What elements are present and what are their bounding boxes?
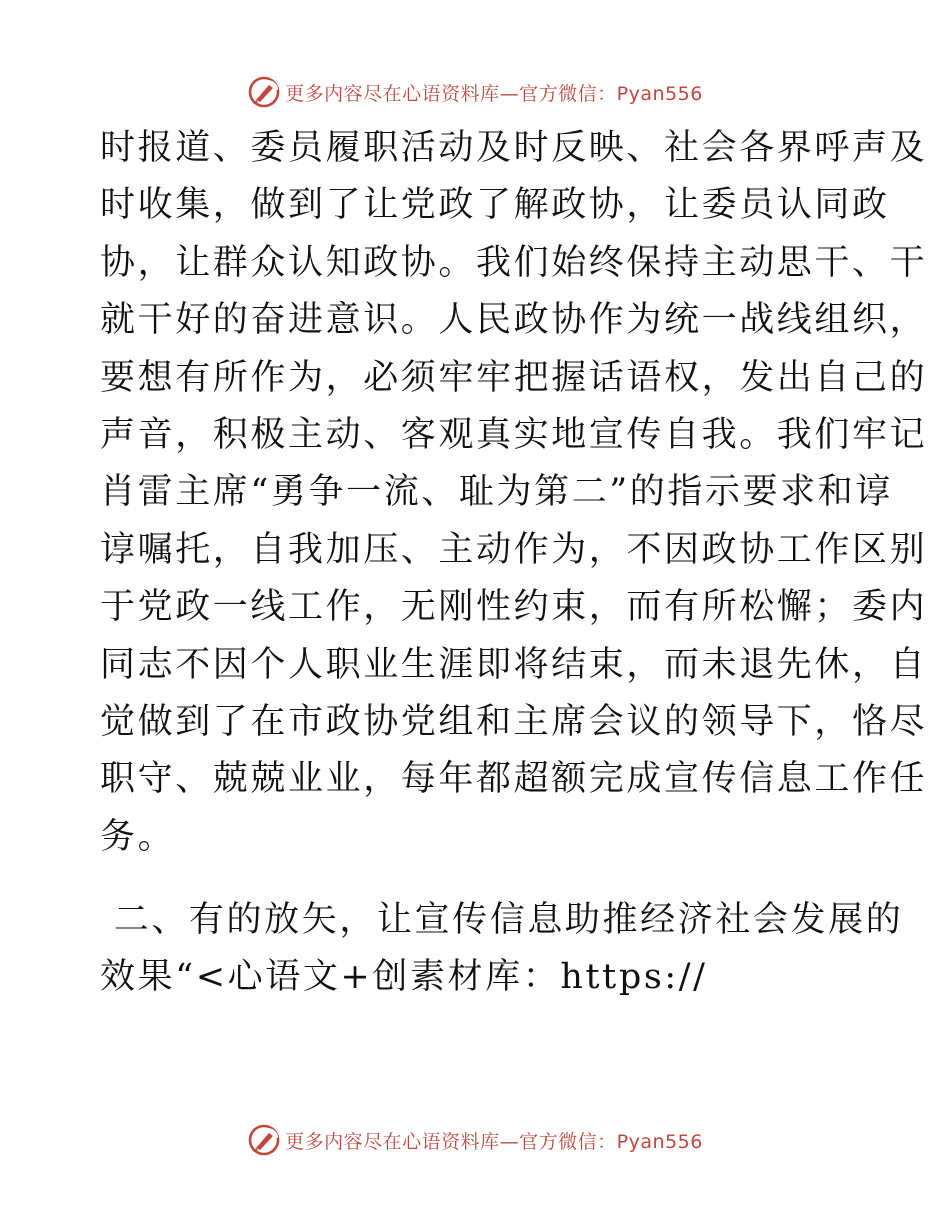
text-line: 务。 [100,816,176,857]
text-line: 声音，积极主动、客观真实地宣传自我。我们牢记 [100,414,928,455]
header-banner [0,72,950,112]
text-line: 觉做到了在市政协党组和主席会议的领导下，恪尽 [100,701,928,742]
document-body [100,120,928,1007]
text-line: 时报道、委员履职活动及时反映、社会各界呼声及 [100,128,928,168]
banner-text: 更多内容尽在心语资料库—官方微信：Pyan556 [285,1130,703,1153]
heading-line: 二、有的放矢，让宣传信息助推经济社会发展的 [100,900,904,941]
text-line: 协，让群众认知政协。我们始终保持主动思干、干 [100,242,928,283]
section-heading [100,892,904,1007]
text-line: 职守、兢兢业业，每年都超额完成宣传信息工作任 [100,759,928,800]
text-line: 就干好的奋进意识。人民政协作为统一战线组织， [100,300,928,341]
text-line: 同志不因个人职业生涯即将结束，而未退先休，自 [100,644,928,685]
text-line: 要想有所作为，必须牢牢把握话语权，发出自己的 [100,357,928,398]
heading-line: 效果“<心语文+创素材库：https:// [100,957,708,998]
pen-logo-icon [247,1123,281,1157]
banner-text: 更多内容尽在心语资料库—官方微信：Pyan556 [285,82,703,105]
paragraph [100,120,928,866]
pen-logo-icon [247,75,281,109]
text-line: 时收集，做到了让党政了解政协，让委员认同政 [100,185,890,226]
text-line: 肖雷主席“勇争一流、耻为第二”的指示要求和谆 [100,472,893,513]
text-line: 于党政一线工作，无刚性约束，而有所松懈；委内 [100,587,928,628]
text-line: 谆嘱托，自我加压、主动作为，不因政协工作区别 [100,529,928,570]
footer-banner [0,1120,950,1160]
